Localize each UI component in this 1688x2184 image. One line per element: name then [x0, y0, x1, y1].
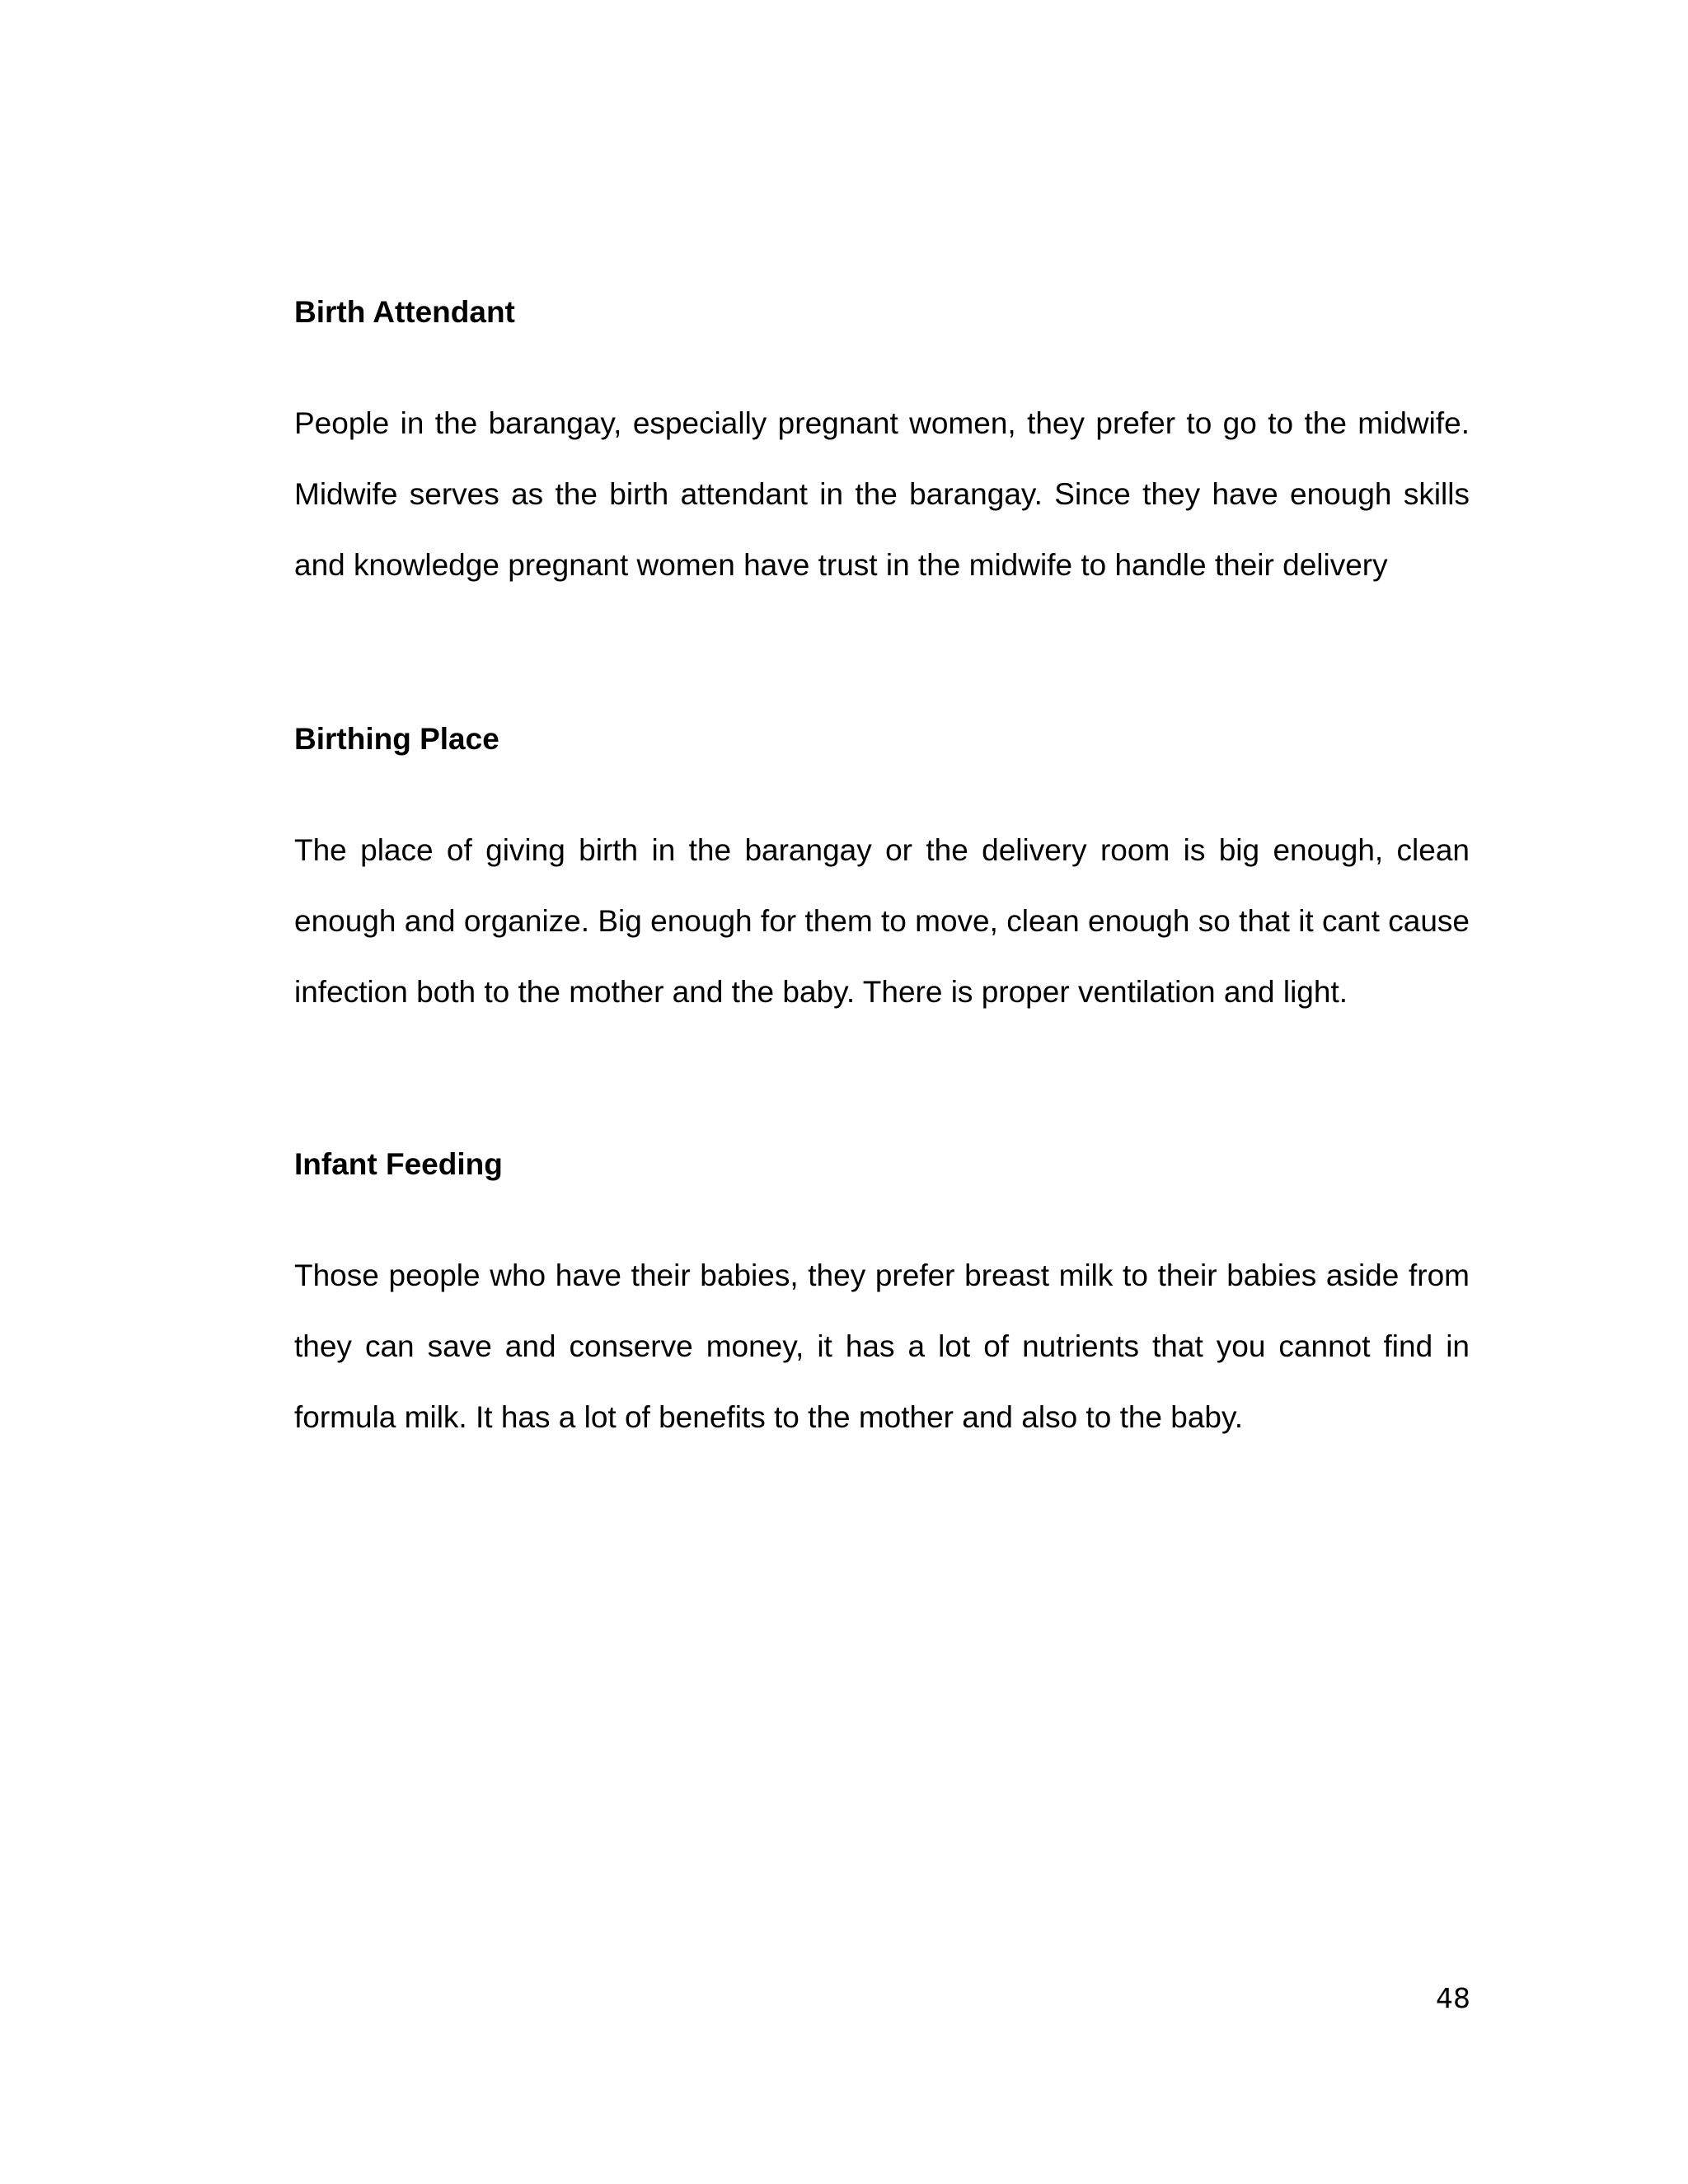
section-heading: Birthing Place: [294, 722, 499, 756]
section-paragraph: The place of giving birth in the barangay or the delivery room is big enough, clean enough and organize. Big enough for them to move, clean enough so that it cant cause infection both to the mother and the baby. There is proper ventilation and light.: [294, 833, 1470, 1009]
section-heading: Infant Feeding: [294, 1147, 503, 1181]
section-paragraph: People in the barangay, especially pregnant women, they prefer to go to the midwife. Midwife serves as the birth attendant in the barangay. Since they have enough skills and knowledge pregnant women have trust in the midwife to handle their delivery: [294, 406, 1470, 582]
section-birth-attendant: [294, 294, 1470, 601]
section-paragraph: Those people who have their babies, they prefer breast milk to their babies aside from they can save and conserve money, it has a lot of nutrients that you cannot find in formula milk. It has a lot of benefits to the mother and also to the baby.: [294, 1258, 1470, 1434]
section-infant-feeding: [294, 1146, 1470, 1453]
section-heading: Birth Attendant: [294, 295, 515, 329]
section-birthing-place: [294, 721, 1470, 1028]
page-number: 48: [1436, 1982, 1470, 2014]
